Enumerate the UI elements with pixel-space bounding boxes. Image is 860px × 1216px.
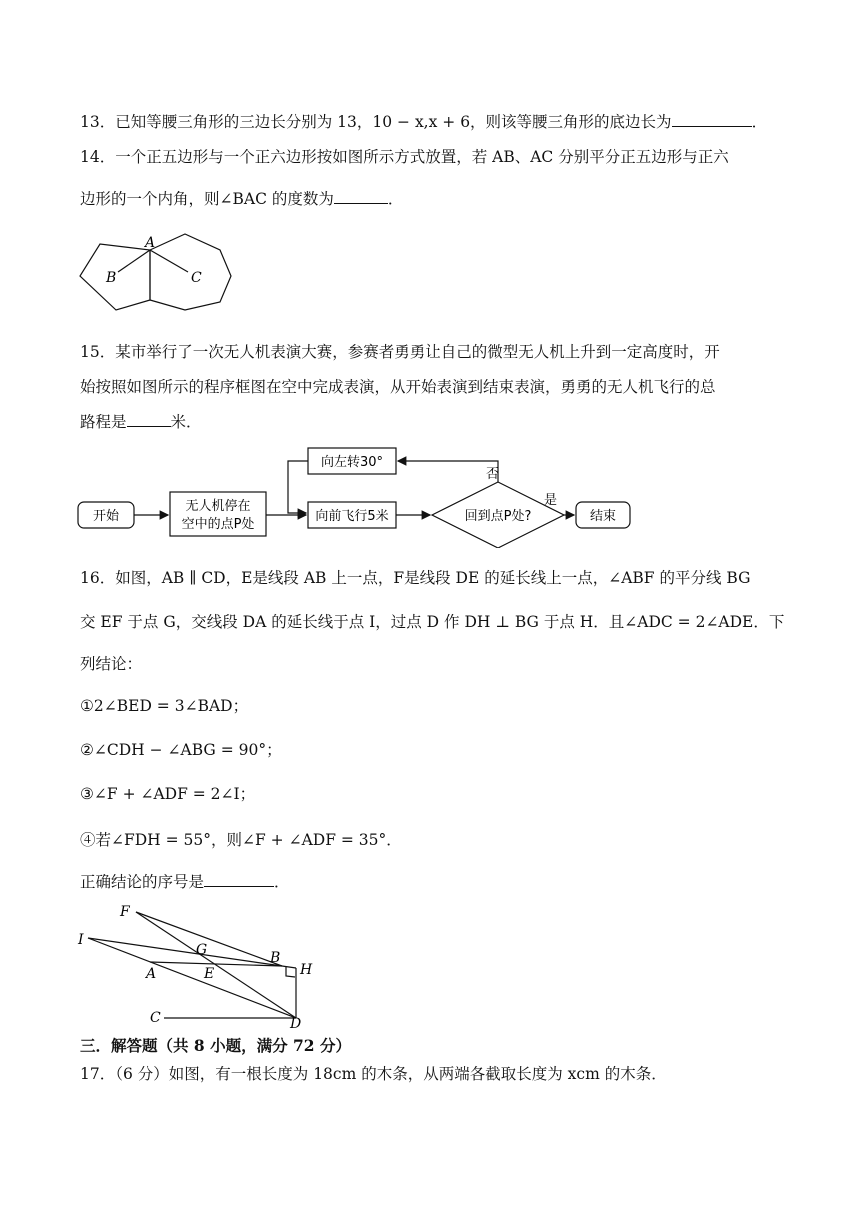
conclusion-3: ③∠F + ∠ADF = 2∠I；: [80, 785, 256, 803]
question-14-line-2-text: 边形的一个内角，则∠BAC 的度数为: [80, 190, 334, 208]
conclusion-1: ①2∠BED = 3∠BAD；: [80, 697, 249, 715]
conclusion-4: ④若∠FDH = 55°，则∠F + ∠ADF = 35°．: [80, 831, 402, 849]
segment-ac: [150, 250, 188, 272]
label-e: E: [204, 966, 215, 982]
forward-label: 向前飞行5米: [315, 509, 389, 524]
end-label: 结束: [589, 509, 617, 524]
question-13-tail: ．: [751, 113, 768, 131]
question-16-line-3: 列结论：: [80, 655, 143, 673]
question-16-answer-pre: 正确结论的序号是: [80, 873, 205, 891]
label-h: H: [300, 962, 313, 978]
right-angle-mark: [286, 967, 295, 977]
label-b: B: [270, 950, 281, 966]
question-15-line-3: [80, 410, 202, 434]
question-13-text: 13．已知等腰三角形的三边长分别为 13，10 − x,x + 6，则该等腰三角形的底边长为: [80, 113, 672, 131]
label-f: F: [120, 904, 130, 920]
yes-label: 是: [544, 493, 558, 508]
label-b: B: [106, 270, 117, 286]
question-14-tail: ．: [387, 190, 404, 208]
question-16-line-2: 交 EF 于点 G，交线段 DA 的延长线于点 I，过点 D 作 DH ⊥ BG 于点 H．且∠ADC = 2∠ADE．下: [80, 613, 785, 631]
question-16-answer: [80, 870, 290, 894]
question-17: 17．（6 分）如图，有一根长度为 18cm 的木条，从两端各截取长度为 xcm 的木条．: [80, 1065, 667, 1083]
answer-blank: [204, 870, 274, 887]
flowchart: [74, 442, 644, 548]
answer-blank: [334, 187, 388, 204]
label-a: A: [145, 235, 156, 251]
label-g: G: [196, 942, 208, 958]
question-16-line-1: 16．如图，AB ∥ CD，E是线段 AB 上一点，F是线段 DE 的延长线上一点，∠ABF 的平分线 BG: [80, 569, 751, 587]
question-13: [80, 110, 767, 134]
stop-label-1: 无人机停在: [185, 499, 251, 514]
question-15-line-1: 15．某市举行了一次无人机表演大赛，参赛者勇勇让自己的微型无人机上升到一定高度时，开: [80, 343, 720, 361]
label-c: C: [150, 1010, 161, 1026]
question-15-line-3-pre: 路程是: [80, 413, 127, 431]
label-d: D: [290, 1016, 302, 1032]
no-label: 否: [486, 467, 500, 482]
segment-bh: [282, 966, 296, 968]
segment-ib: [88, 938, 282, 966]
question-14-line-2: [80, 187, 403, 211]
question-14-line-1: 14．一个正五边形与一个正六边形按如图所示方式放置，若 AB、AC 分别平分正五边形与正六: [80, 148, 729, 166]
section-3-title: 三．解答题（共 8 小题，满分 72 分）: [80, 1036, 351, 1055]
question-15-line-3-post: 米．: [170, 413, 202, 431]
answer-blank: [127, 410, 171, 427]
segment-id: [88, 938, 296, 1018]
geometry-figure: [74, 898, 334, 1032]
start-label: 开始: [92, 509, 120, 524]
label-i: I: [78, 932, 84, 948]
segment-ab: [118, 250, 150, 272]
question-15-line-2: 始按照如图所示的程序框图在空中完成表演，从开始表演到结束表演，勇勇的无人机飞行的总: [80, 378, 716, 396]
label-a: A: [146, 966, 157, 982]
turn-label: 向左转30°: [320, 455, 384, 470]
stop-label-2: 空中的点P处: [181, 517, 255, 532]
answer-blank: [672, 110, 752, 127]
conclusion-2: ②∠CDH − ∠ABG = 90°；: [80, 741, 282, 759]
label-c: C: [191, 270, 202, 286]
question-16-answer-post: ．: [274, 873, 290, 891]
segment-fb: [136, 912, 282, 966]
pentagon-hexagon-figure: [74, 228, 244, 318]
decision-label: 回到点P处?: [464, 509, 532, 524]
